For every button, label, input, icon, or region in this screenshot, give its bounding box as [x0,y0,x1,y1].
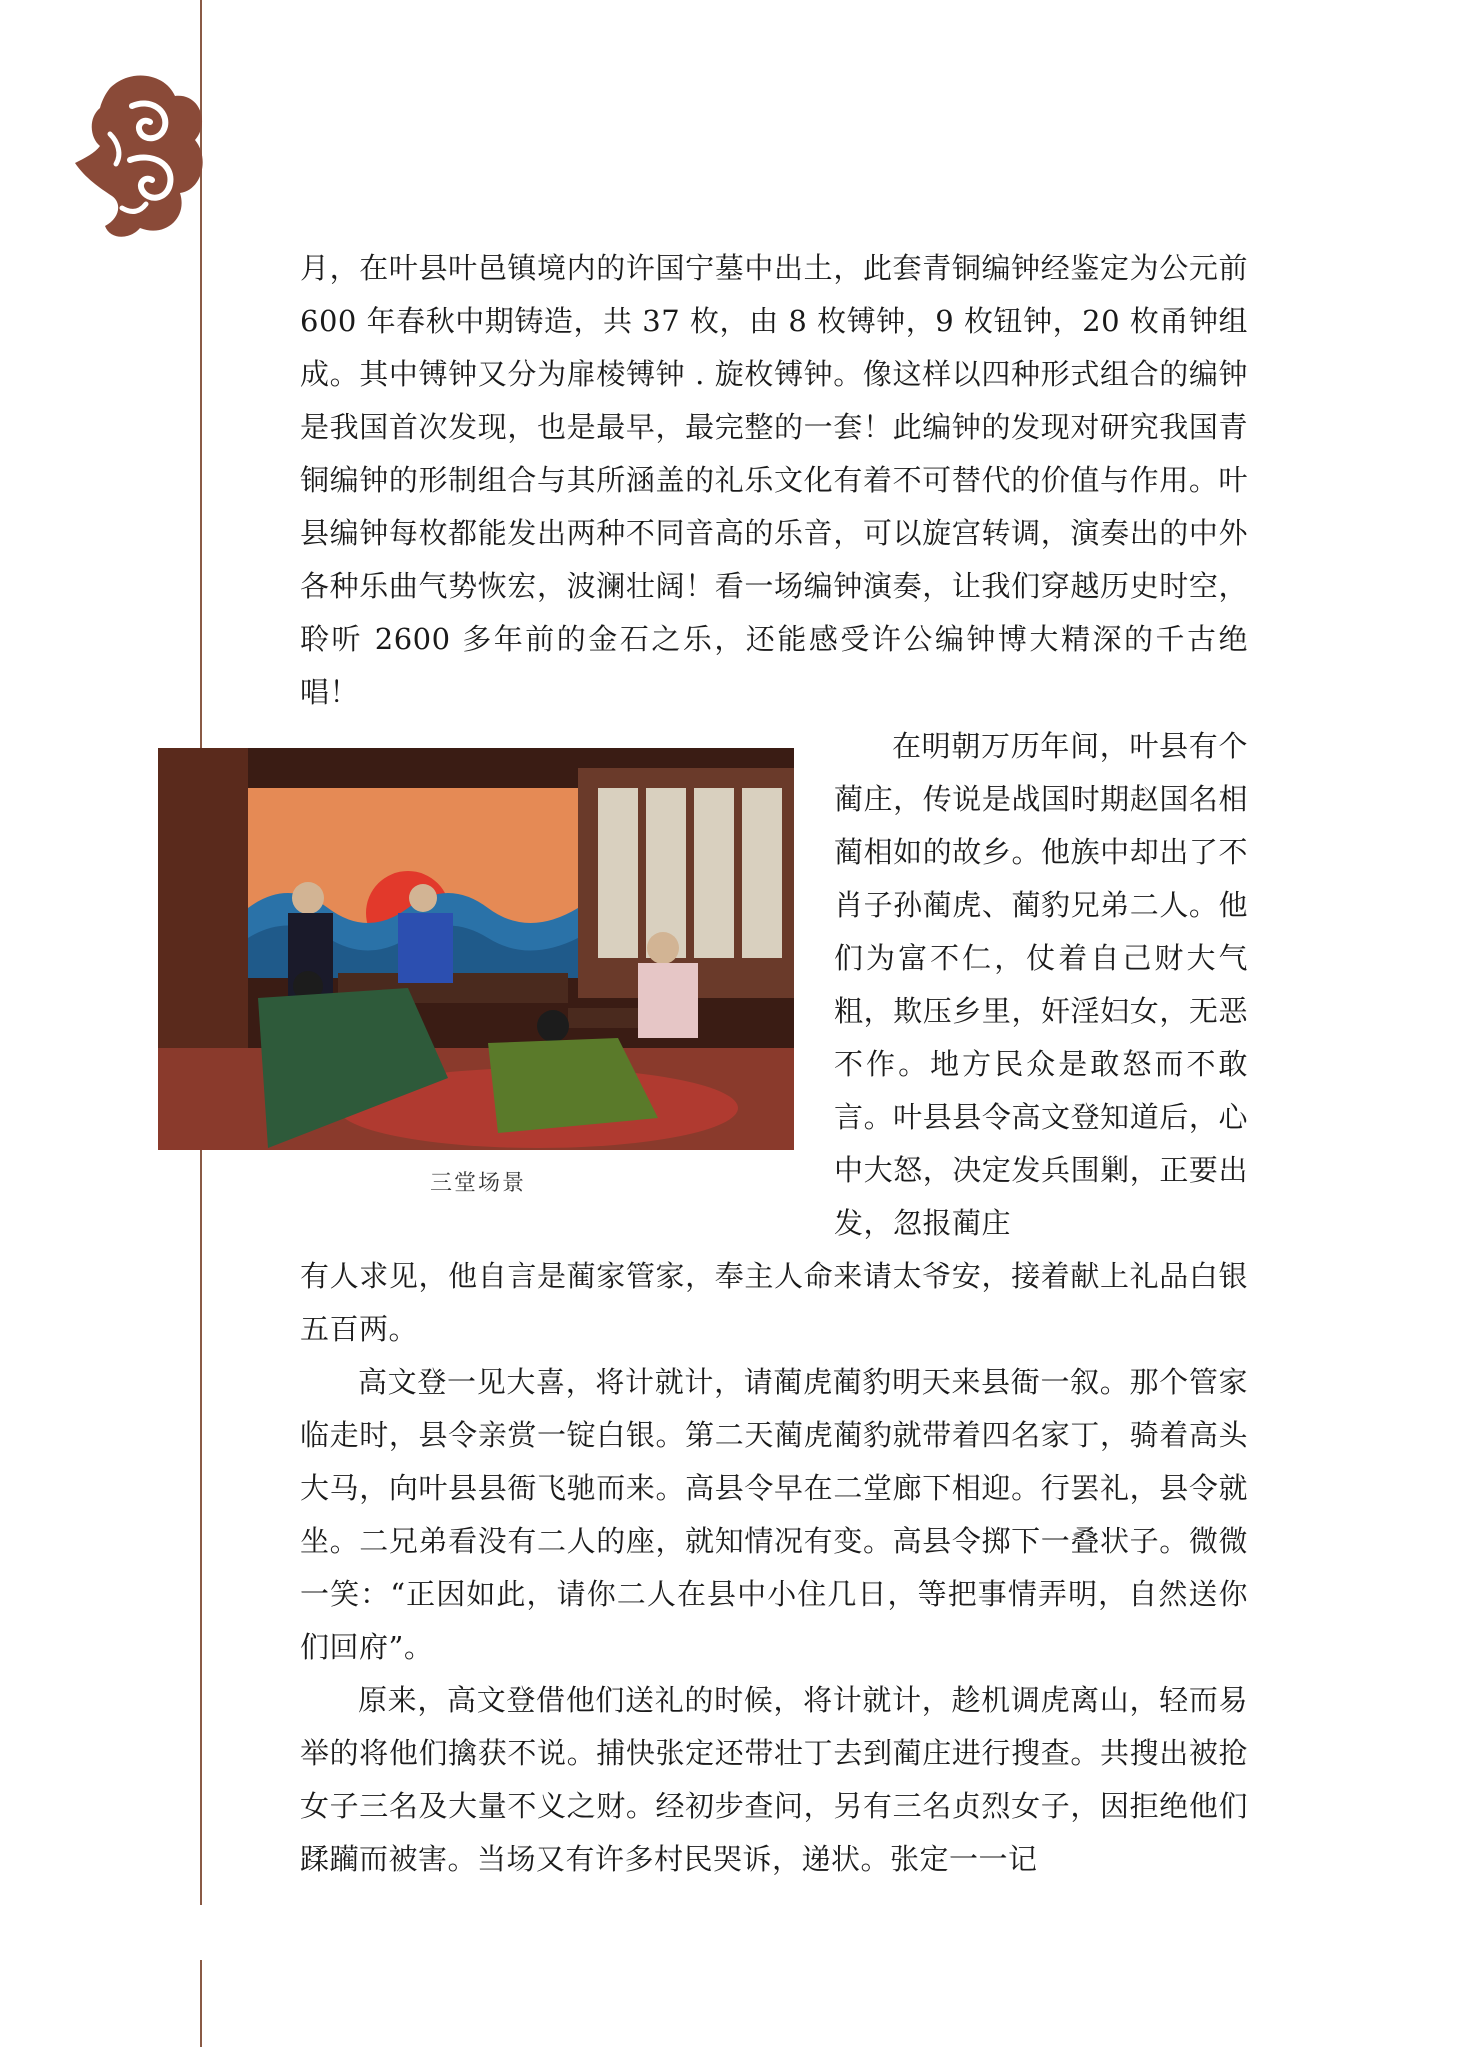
paragraph-linzhuang-cont: 有人求见，他自言是蔺家管家，奉主人命来请太爷安，接着献上礼品白银五百两。 [300,1259,1248,1346]
scene-photo [158,748,794,1150]
paragraph-linzhuang-side: 在明朝万历年间，叶县有个蔺庄，传说是战国时期赵国名相蔺相如的故乡。他族中却出了不肖子孙蔺虎、蔺豹兄弟二人。他们为富不仁，仗着自己财大气粗，欺压乡里，奸淫妇女，无恶不作。地方民众是敢怒而不敢言。叶县县令高文登知道后，心中大怒，决定发兵围剿，正要出发，忽报蔺庄 [834,729,1248,1240]
text-block-bottom [300,1250,1248,1886]
paragraph-bianzhong: 月，在叶县叶邑镇境内的许国宁墓中出土，此套青铜编钟经鉴定为公元前 600 年春秋中期铸造，共 37 枚，由 8 枚镈钟，9 枚钮钟，20 枚甬钟组成。其中镈钟又分为扉棱镈钟 . 旋枚镈钟。像这样以四种形式组合的编钟是我国首次发现，也是最早，最完整的一套！此编钟的发现对研究我国青铜编钟的形制组合与其所涵盖的礼乐文化有着不可替代的价值与作用。叶县编钟每枚都能发出两种不同音高的乐音，可以旋宫转调，演奏出的中外各种乐曲气势恢宏，波澜壮阔！看一场编钟演奏，让我们穿越历史时空，聆听 2600 多年前的金石之乐，还能感受许公编钟博大精深的千古绝唱！ [300,251,1248,709]
figure-caption: 三堂场景 [430,1171,527,1196]
paragraph-yuanlai: 原来，高文登借他们送礼的时候，将计就计，趁机调虎离山，轻而易举的将他们擒获不说。捕快张定还带壮丁去到蔺庄进行搜查。共搜出被抢女子三名及大量不义之财。经初步查问，另有三名贞烈女子，因拒绝他们蹂躏而被害。当场又有许多村民哭诉，递状。张定一一记 [300,1683,1248,1876]
margin-rule-line-bottom [200,1960,202,2047]
cloud-ornament-icon [70,68,210,243]
paragraph-gaowendeng: 高文登一见大喜，将计就计，请蔺虎蔺豹明天来县衙一叙。那个管家临走时，县令亲赏一锭白银。第二天蔺虎蔺豹就带着四名家丁，骑着高头大马，向叶县县衙飞驰而来。高县令早在二堂廊下相迎。行罢礼，县令就坐。二兄弟看没有二人的座，就知情况有变。高县令掷下一叠状子。微微一笑：“正因如此，请你二人在县中小住几日，等把事情弄明，自然送你们回府”。 [300,1365,1248,1664]
text-block-top [300,242,1248,719]
text-block-side [834,720,1248,1250]
